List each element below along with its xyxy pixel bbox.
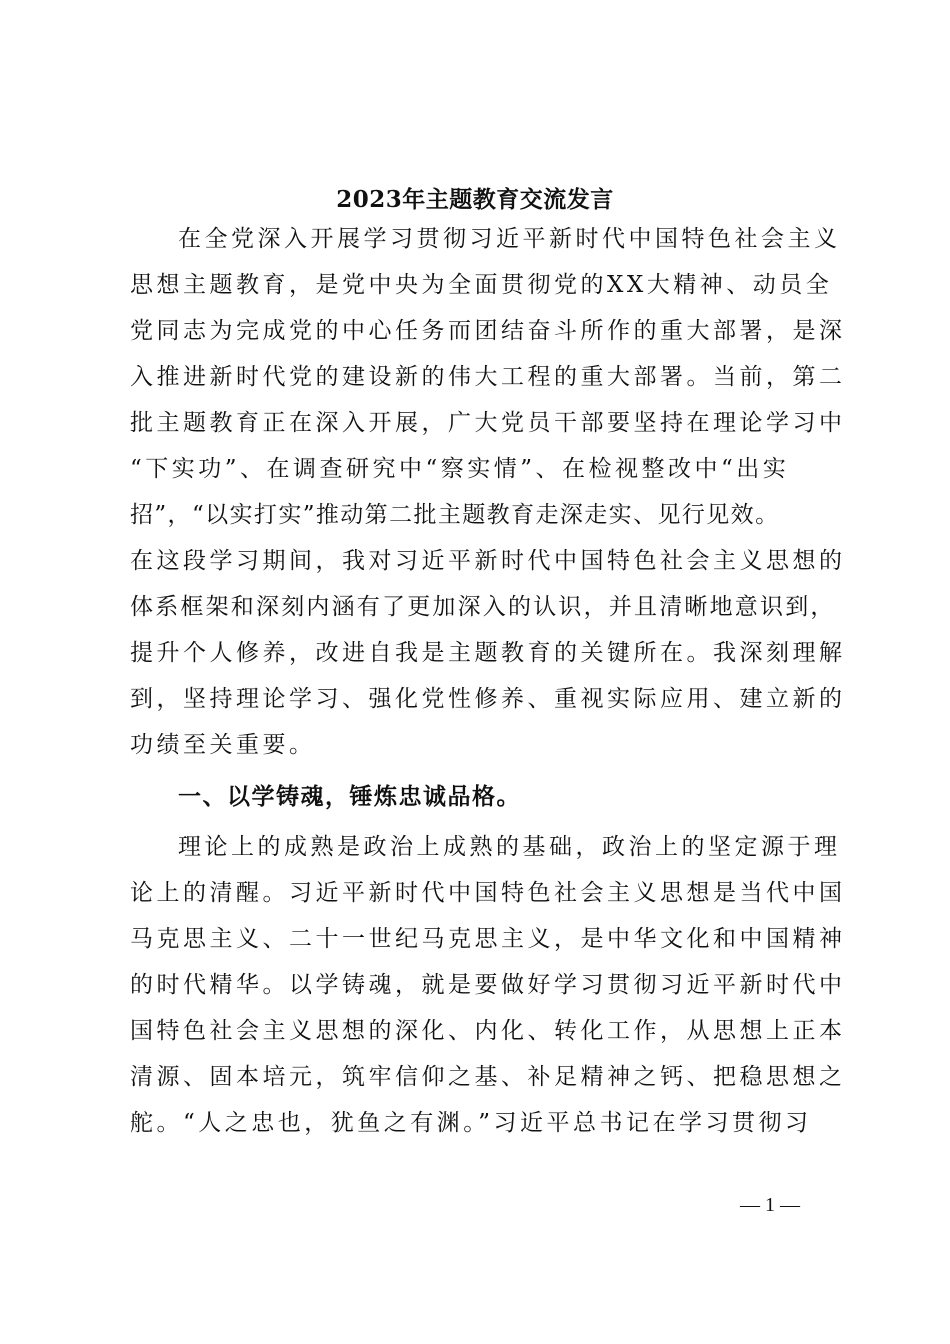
- paragraph-2-line-4: 的时代精华。以学铸魂，就是要做好学习贯彻习近平新时代中: [130, 972, 846, 998]
- paragraph-1-line-8: 在这段学习期间，我对习近平新时代中国特色社会主义思想的: [130, 548, 846, 574]
- section-heading-1: 一、以学铸魂，锤炼忠诚品格。: [178, 784, 521, 810]
- paragraph-2-line-1: 理论上的成熟是政治上成熟的基础，政治上的坚定源于理: [178, 834, 841, 860]
- paragraph-1-line-7: 招”，“以实打实”推动第二批主题教育走深走实、见行见效。: [130, 502, 780, 528]
- paragraph-2-line-6: 清源、固本培元，筑牢信仰之基、补足精神之钙、把稳思想之: [130, 1064, 846, 1090]
- paragraph-1-line-9: 体系框架和深刻内涵有了更加深入的认识，并且清晰地意识到，: [130, 594, 836, 620]
- page-number: — 1 —: [740, 1194, 800, 1216]
- paragraph-2-line-3: 马克思主义、二十一世纪马克思主义，是中华文化和中国精神: [130, 926, 846, 952]
- paragraph-2-line-7: 舵。“人之忠也，犹鱼之有渊。”习近平总书记在学习贯彻习: [130, 1110, 812, 1136]
- paragraph-1-line-11: 到，坚持理论学习、强化党性修养、重视实际应用、建立新的: [130, 686, 846, 712]
- document-title: 2023年主题教育交流发言: [336, 186, 614, 213]
- paragraph-1-line-12: 功绩至关重要。: [130, 732, 316, 758]
- paragraph-2-line-5: 国特色社会主义思想的深化、内化、转化工作，从思想上正本: [130, 1018, 846, 1044]
- paragraph-1-line-1: 在全党深入开展学习贯彻习近平新时代中国特色社会主义: [178, 226, 841, 252]
- paragraph-1-line-6: “下实功”、在调查研究中“察实情”、在检视整改中“出实: [130, 456, 790, 482]
- paragraph-1-line-3: 党同志为完成党的中心任务而团结奋斗所作的重大部署，是深: [130, 318, 846, 344]
- paragraph-1-line-2: 思想主题教育，是党中央为全面贯彻党的XX大精神、动员全: [130, 272, 833, 298]
- paragraph-1-line-10: 提升个人修养，改进自我是主题教育的关键所在。我深刻理解: [130, 640, 846, 666]
- paragraph-2-line-2: 论上的清醒。习近平新时代中国特色社会主义思想是当代中国: [130, 880, 846, 906]
- paragraph-1-line-5: 批主题教育正在深入开展，广大党员干部要坚持在理论学习中: [130, 410, 846, 436]
- paragraph-1-line-4: 入推进新时代党的建设新的伟大工程的重大部署。当前，第二: [130, 364, 846, 390]
